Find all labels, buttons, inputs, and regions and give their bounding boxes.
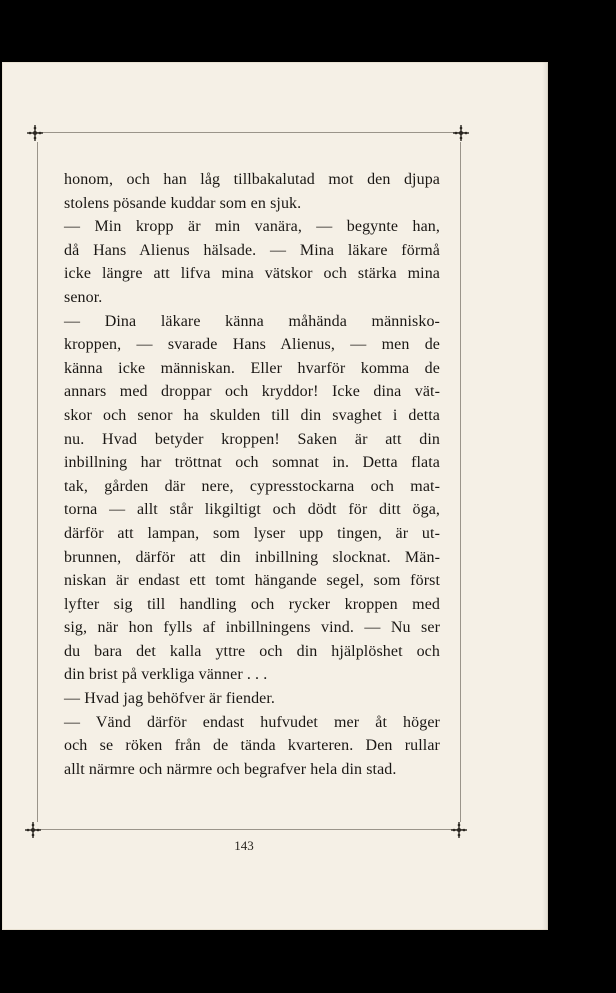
- corner-ornament-icon: [450, 821, 468, 839]
- text-line: brunnen, därför att din inbillning slocknat. Män-: [64, 548, 440, 566]
- text-line: honom, och han låg tillbakalutad mot den djupa: [64, 171, 440, 188]
- text-line: lyfter sig till handling och rycker kroppen med: [64, 595, 440, 613]
- text-line: då Hans Alienus hälsade. — Mina läkare förmå: [64, 241, 440, 259]
- text-line: allt närmre och närmre och begrafver hela din stad.: [64, 760, 397, 778]
- corner-ornament-icon: [452, 124, 470, 142]
- text-line: icke längre att lifva mina vätskor och stärka mina: [64, 265, 440, 283]
- text-line: — Vänd därför endast hufvudet mer åt höger: [64, 713, 440, 731]
- book-page: [2, 62, 548, 930]
- text-line: — Dina läkare känna måhända människo-: [64, 312, 440, 330]
- text-line: din brist på verkliga vänner . . .: [64, 666, 268, 684]
- border-rule-right: [460, 142, 461, 822]
- text-line: kroppen, — svarade Hans Alienus, — men de: [64, 336, 440, 354]
- text-line: — Hvad jag behöfver är fiender.: [64, 690, 276, 708]
- border-rule-top: [34, 132, 466, 133]
- text-line: känna icke människan. Eller hvarför komma de: [64, 359, 440, 377]
- text-line: du bara det kalla yttre och din hjälplöshet och: [64, 642, 440, 660]
- text-line: och se röken från de tända kvarteren. Den rullar: [64, 737, 440, 755]
- text-line: niskan är endast ett tomt hängande segel, som först: [64, 572, 440, 590]
- text-line: torna — allt står likgiltigt och dödt för ditt öga,: [64, 501, 440, 519]
- page-number: 143: [234, 838, 254, 853]
- text-line: sig, när hon fylls af inbillningens vind. — Nu ser: [64, 619, 440, 637]
- border-rule-left: [37, 142, 38, 822]
- text-line: inbillning har tröttnat och somnat in. Detta flata: [64, 454, 440, 472]
- body-text: [64, 168, 440, 781]
- text-line: nu. Hvad betyder kroppen! Saken är att din: [64, 430, 440, 448]
- text-line: — Min kropp är min vanära, — begynte han,: [64, 218, 440, 236]
- corner-ornament-icon: [24, 821, 42, 839]
- text-line: senor.: [64, 288, 103, 306]
- border-rule-bottom: [32, 829, 464, 830]
- text-line: stolens pösande kuddar som en sjuk.: [64, 194, 302, 212]
- text-line: tak, gården där nere, cypresstockarna och mat-: [64, 477, 440, 495]
- corner-ornament-icon: [26, 124, 44, 142]
- text-line: skor och senor ha skulden till din svaghet i detta: [64, 406, 440, 424]
- text-line: därför att lampan, som lyser upp tingen, är ut-: [64, 524, 440, 542]
- text-line: annars med droppar och kryddor! Icke dina vät-: [64, 383, 440, 401]
